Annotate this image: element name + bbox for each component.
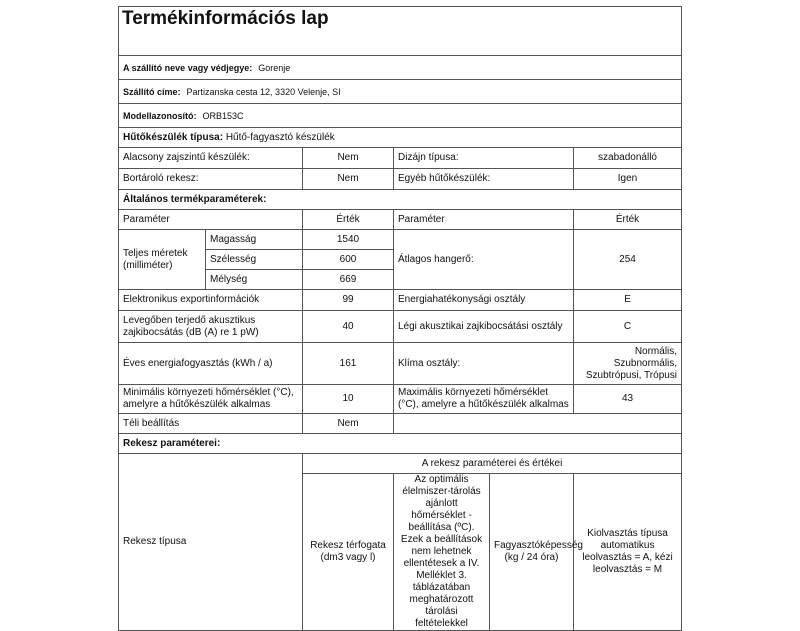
address-value: Partizanska cesta 12, 3320 Velenje, SI xyxy=(186,86,341,97)
width-label: Szélesség xyxy=(206,250,303,270)
supplier-value: Gorenje xyxy=(258,62,291,73)
product-information-sheet xyxy=(118,6,682,631)
low-noise-label: Alacsony zajszintű készülék: xyxy=(119,148,303,169)
appliance-type-label: Hűtőkészülék típusa: xyxy=(123,131,224,143)
avg-volume-label: Átlagos hangerő: xyxy=(394,230,574,290)
climate-label: Klíma osztály: xyxy=(394,343,574,385)
compartment-volume-header: Rekesz térfogata (dm3 vagy l) xyxy=(303,474,394,631)
general-heading: Általános termékparaméterek: xyxy=(119,190,682,210)
model-value: ORB153C xyxy=(202,110,244,121)
noise-class-label: Légi akusztikai zajkibocsátási osztály xyxy=(394,311,574,343)
supplier-row xyxy=(119,56,682,80)
energy-class-label: Energiahatékonysági osztály xyxy=(394,290,574,311)
col-param2-header: Paraméter xyxy=(394,210,574,230)
freezing-capacity-header: Fagyasztóképesség (kg / 24 óra) xyxy=(490,474,574,631)
model-label: Modellazonosító: xyxy=(123,110,197,121)
defrost-type-header: Kiolvasztás típusa automatikus leolvasztás = A, kézi leolvasztás = M xyxy=(574,474,682,631)
model-row xyxy=(119,104,682,128)
wine-label: Bortároló rekesz: xyxy=(119,169,303,190)
min-temp-label: Minimális környezeti hőmérséklet (°C), amelyre a hűtőkészülék alkalmas xyxy=(119,385,303,414)
col-value-header: Érték xyxy=(303,210,394,230)
depth-value: 669 xyxy=(303,270,394,290)
recommended-temp-header: Az optimális élelmiszer-tárolás ajánlott hőmérséklet -beállítása (ºC). Ezek a beállítások nem lehetnek ellentétesek a IV. Melléklet 3. táblázatában meghatározott tárolási feltételekkel xyxy=(394,474,490,631)
supplier-label: A szállító neve vagy védjegye: xyxy=(123,62,253,73)
annual-energy-value: 161 xyxy=(303,343,394,385)
address-label: Szállító címe: xyxy=(123,86,181,97)
max-temp-label: Maximális környezeti hőmérséklet (°C), amelyre a hűtőkészülék alkalmas xyxy=(394,385,574,414)
appliance-type-value: Hűtő-fagyasztó készülék xyxy=(225,131,335,143)
noise-value: 40 xyxy=(303,311,394,343)
wine-value: Nem xyxy=(303,169,394,190)
avg-volume-value: 254 xyxy=(574,230,682,290)
appliance-type-row xyxy=(119,128,682,148)
design-label: Dizájn típusa: xyxy=(394,148,574,169)
epi-label: Elektronikus exportinformációk xyxy=(119,290,303,311)
address-row xyxy=(119,80,682,104)
noise-label: Levegőben terjedő akusztikus zajkibocsátás (dB (A) re 1 pW) xyxy=(119,311,303,343)
height-value: 1540 xyxy=(303,230,394,250)
design-value: szabadonálló xyxy=(574,148,682,169)
energy-class-value: E xyxy=(574,290,682,311)
climate-value: Normális, Szubnormális, Szubtrópusi, Trópusi xyxy=(574,343,682,385)
max-temp-value: 43 xyxy=(574,385,682,414)
col-param-header: Paraméter xyxy=(119,210,303,230)
height-label: Magasság xyxy=(206,230,303,250)
compartment-heading: Rekesz paraméterei: xyxy=(119,434,682,454)
page-title: Termékinformációs lap xyxy=(119,7,682,56)
winter-empty xyxy=(394,414,682,434)
other-label: Egyéb hűtőkészülék: xyxy=(394,169,574,190)
low-noise-value: Nem xyxy=(303,148,394,169)
epi-value: 99 xyxy=(303,290,394,311)
width-value: 600 xyxy=(303,250,394,270)
compartment-group-header: A rekesz paraméterei és értékei xyxy=(303,454,682,474)
other-value: Igen xyxy=(574,169,682,190)
dimensions-label: Teljes méretek (milliméter) xyxy=(119,230,206,290)
annual-energy-label: Éves energiafogyasztás (kWh / a) xyxy=(119,343,303,385)
min-temp-value: 10 xyxy=(303,385,394,414)
compartment-type-label: Rekesz típusa xyxy=(119,454,303,631)
depth-label: Mélység xyxy=(206,270,303,290)
winter-value: Nem xyxy=(303,414,394,434)
col-value2-header: Érték xyxy=(574,210,682,230)
noise-class-value: C xyxy=(574,311,682,343)
winter-label: Téli beállítás xyxy=(119,414,303,434)
